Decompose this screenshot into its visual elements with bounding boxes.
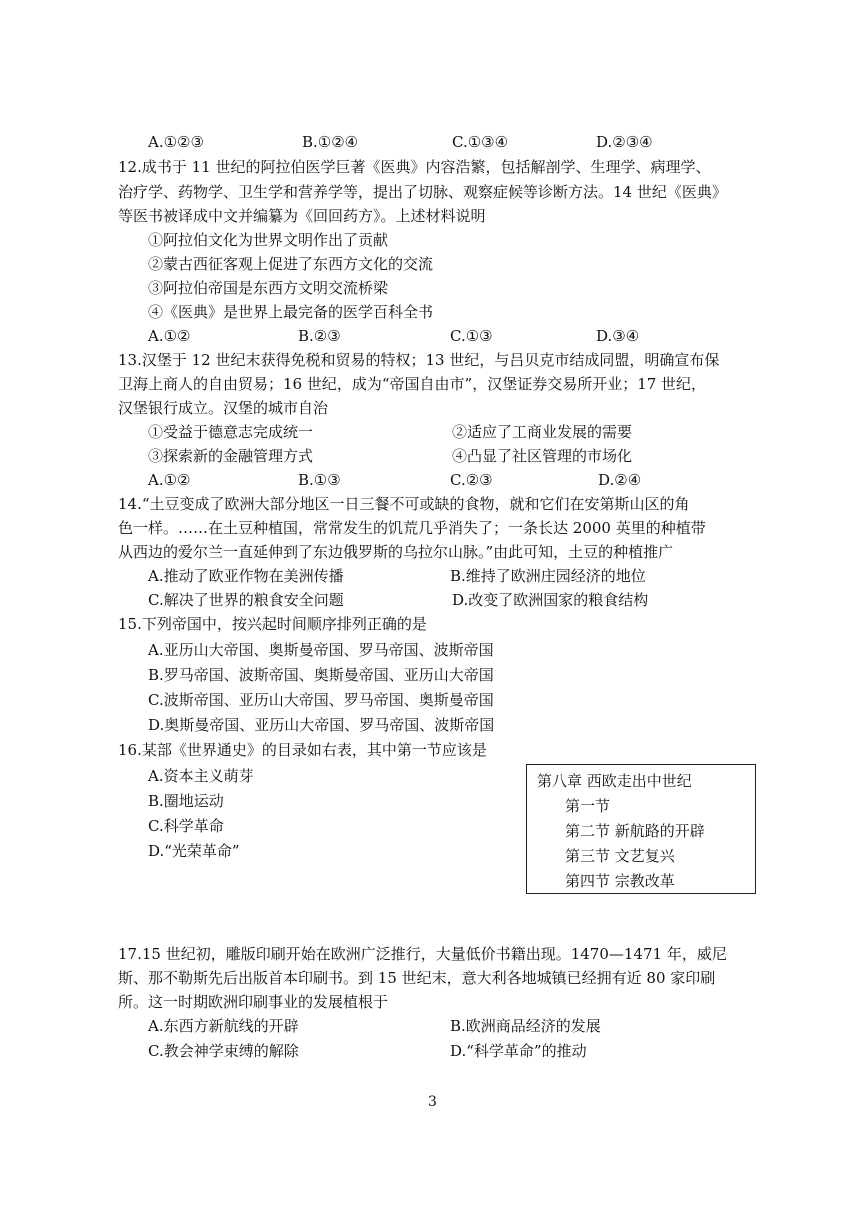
q13-option-c: C.②③ (450, 471, 493, 489)
q15-option-a: A.亚历山大帝国、奥斯曼帝国、罗马帝国、波斯帝国 (148, 641, 494, 659)
q12-stem-line-2: 治疗学、药物学、卫生学和营养学等，提出了切脉、观察症候等诊断方法。14 世纪《医典》 (118, 183, 727, 201)
q17-stem-line-3: 所。这一时期欧洲印刷事业的发展植根于 (118, 993, 389, 1011)
q14-option-c: C.解决了世界的粮食安全问题 (148, 591, 344, 609)
q13-option-b: B.①③ (298, 471, 341, 489)
q16-option-d: D.“光荣革命” (148, 842, 240, 860)
q12-stem-line-1: 12.成书于 11 世纪的阿拉伯医学巨著《医典》内容浩繁，包括解剖学、生理学、病理学、 (118, 158, 711, 176)
q12-option-d: D.③④ (596, 327, 640, 345)
q12-option-a: A.①② (148, 327, 191, 345)
q13-statement-1: ①受益于德意志完成统一 (148, 423, 314, 441)
q12-statement-1: ①阿拉伯文化为世界文明作出了贡献 (148, 231, 389, 249)
toc-chapter-title: 第八章 西欧走出中世纪 (537, 772, 692, 790)
q13-statement-4: ④凸显了社区管理的市场化 (452, 447, 633, 465)
q13-option-a: A.①② (148, 471, 191, 489)
q16-option-a: A.资本主义萌芽 (148, 767, 254, 785)
q13-stem-line-2: 卫海上商人的自由贸易；16 世纪，成为“帝国自由市”，汉堡证券交易所开业；17 世纪， (118, 375, 707, 393)
q15-option-c: C.波斯帝国、亚历山大帝国、罗马帝国、奥斯曼帝国 (148, 691, 494, 709)
q12-statement-3: ③阿拉伯帝国是东西方文明交流桥梁 (148, 279, 389, 297)
q17-option-b: B.欧洲商品经济的发展 (450, 1017, 601, 1035)
q14-option-a: A.推动了欧亚作物在美洲传播 (148, 567, 344, 585)
q12-stem-line-3: 等医书被译成中文并编纂为《回回药方》。上述材料说明 (118, 207, 486, 225)
q12-statement-2: ②蒙古西征客观上促进了东西方文化的交流 (148, 255, 434, 273)
q17-option-c: C.教会神学束缚的解除 (148, 1042, 299, 1060)
q12-option-b: B.②③ (298, 327, 341, 345)
q16-option-c: C.科学革命 (148, 817, 224, 835)
toc-section-1: 第一节 (565, 797, 611, 815)
q15-option-b: B.罗马帝国、波斯帝国、奥斯曼帝国、亚历山大帝国 (148, 666, 494, 684)
q13-stem-line-1: 13.汉堡于 12 世纪末获得免税和贸易的特权；13 世纪，与吕贝克市结成同盟，明确宣布保 (118, 351, 720, 369)
q12-statement-4: ④《医典》是世界上最完备的医学百科全书 (148, 303, 434, 321)
table-of-contents-box (526, 764, 756, 894)
q12-option-c: C.①③ (450, 327, 493, 345)
q13-statement-3: ③探索新的金融管理方式 (148, 447, 314, 465)
q16-stem: 16.某部《世界通史》的目录如右表，其中第一节应该是 (118, 741, 487, 759)
top-option-a: A.①②③ (148, 133, 204, 151)
q15-option-d: D.奥斯曼帝国、亚历山大帝国、罗马帝国、波斯帝国 (148, 716, 495, 734)
q14-option-d: D.改变了欧洲国家的粮食结构 (452, 591, 649, 609)
top-option-b: B.①②④ (302, 133, 359, 151)
q16-option-b: B.圈地运动 (148, 792, 224, 810)
q17-option-d: D.“科学革命”的推动 (450, 1042, 587, 1060)
q17-stem-line-1: 17.15 世纪初，雕版印刷开始在欧洲广泛推行，大量低价书籍出现。1470—1471 年，威尼 (118, 945, 727, 963)
q14-stem-line-3: 从西边的爱尔兰一直延伸到了东边俄罗斯的乌拉尔山脉。”由此可知，土豆的种植推广 (118, 543, 674, 561)
q13-statement-2: ②适应了工商业发展的需要 (452, 423, 633, 441)
toc-section-4: 第四节 宗教改革 (565, 872, 675, 890)
top-option-d: D.②③④ (596, 133, 653, 151)
q14-stem-line-2: 色一样。……在土豆种植国，常常发生的饥荒几乎消失了；一条长达 2000 英里的种植带 (118, 519, 706, 537)
q13-stem-line-3: 汉堡银行成立。汉堡的城市自治 (118, 399, 329, 417)
toc-section-2: 第二节 新航路的开辟 (565, 822, 705, 840)
q14-stem-line-1: 14.“土豆变成了欧洲大部分地区一日三餐不可或缺的食物，就和它们在安第斯山区的角 (118, 495, 690, 513)
page-number: 3 (428, 1094, 437, 1110)
toc-section-3: 第三节 文艺复兴 (565, 847, 675, 865)
q14-option-b: B.维持了欧洲庄园经济的地位 (450, 567, 646, 585)
top-option-c: C.①③④ (452, 133, 509, 151)
q13-option-d: D.②④ (598, 471, 642, 489)
q17-option-a: A.东西方新航线的开辟 (148, 1017, 299, 1035)
q15-stem: 15.下列帝国中，按兴起时间顺序排列正确的是 (118, 615, 427, 633)
q17-stem-line-2: 斯、那不勒斯先后出版首本印刷书。到 15 世纪末，意大利各地城镇已经拥有近 80 家印刷 (118, 969, 716, 987)
